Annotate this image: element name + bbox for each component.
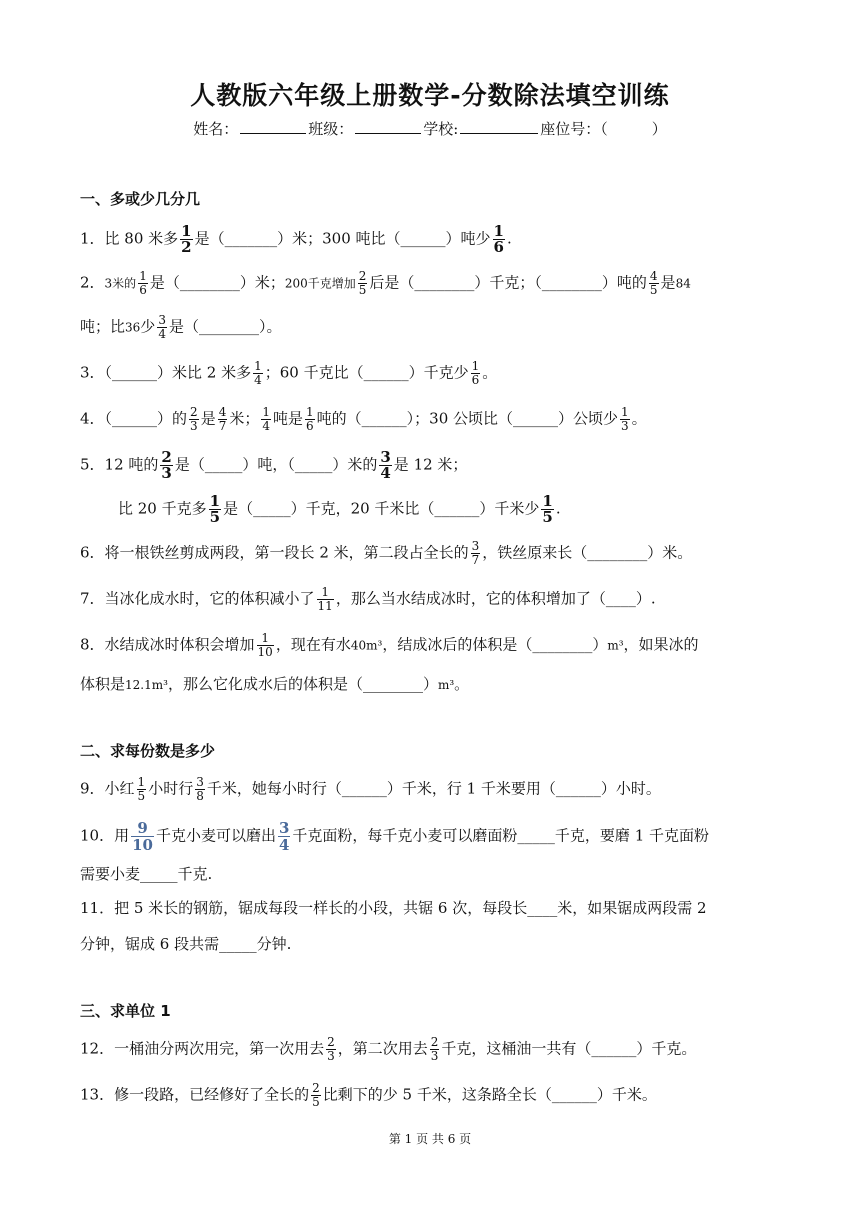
question-11-cont	[80, 932, 291, 956]
fraction: $\frac{1}{6}$	[471, 359, 480, 387]
question-5	[80, 450, 467, 481]
fraction: $\frac{2}{3}$	[327, 1035, 335, 1063]
fraction: $\frac{3}{4}$	[278, 819, 290, 854]
q5-text-e: 是（_____）千克，20 千米比（______）千米少	[223, 499, 540, 518]
fraction: $\frac{1}{5}$	[137, 775, 146, 803]
q9-text-b: 小时行	[148, 779, 194, 798]
fraction: $\frac{1}{6}$	[139, 269, 147, 297]
fraction: $\frac{2}{5}$	[358, 269, 367, 297]
question-8-cont	[80, 672, 469, 697]
question-7	[80, 586, 656, 613]
question-11	[80, 896, 707, 920]
question-10-cont	[80, 862, 212, 886]
q4-text-c: 米；	[229, 409, 260, 428]
q7-text-b: ，那么当水结成冰时，它的体积增加了（____）.	[335, 589, 656, 608]
fraction: $\frac{1}{2}$	[181, 222, 192, 256]
fraction: $\frac{4}{7}$	[218, 405, 227, 433]
fraction: $\frac{1}{6}$	[493, 222, 504, 256]
q9-text-a: 9．小红	[80, 779, 135, 798]
question-4	[80, 406, 647, 433]
question-8	[80, 632, 699, 659]
q10-text-a: 10．用	[80, 826, 130, 845]
q13-text-b: 比剩下的少 5 千米，这条路全长（______）千米。	[322, 1085, 657, 1104]
fraction: $\frac{1}{10}$	[257, 631, 273, 659]
fraction: $\frac{9}{10}$	[132, 819, 153, 854]
name-blank[interactable]	[240, 119, 306, 134]
fraction: $\frac{1}{5}$	[209, 492, 221, 526]
q8-text-a: 8．水结成冰时体积会增加	[80, 635, 255, 654]
section-heading-3: 三、求单位 1	[80, 1002, 171, 1020]
q2-number: 2．	[80, 273, 105, 292]
student-info-line	[0, 118, 860, 139]
q5-text-b: 是（_____）吨，（_____）米的	[174, 455, 378, 474]
question-2-cont	[80, 314, 281, 341]
fraction: $\frac{3}{4}$	[158, 313, 166, 341]
fraction: $\frac{4}{5}$	[649, 269, 658, 297]
q8-text-b: ，现在有水	[275, 635, 351, 654]
fraction: $\frac{1}{4}$	[254, 359, 262, 387]
page-title: 人教版六年级上册数学-分数除法填空训练	[190, 81, 670, 110]
q2-text-i: 36	[125, 320, 141, 335]
q5-text-a: 5．12 吨的	[80, 455, 159, 474]
q4-text-b: 是	[200, 409, 216, 428]
name-label: 姓名：	[193, 120, 239, 138]
q2-text-c: 是（________）米；	[149, 273, 285, 292]
q8-text-j: m³	[437, 678, 455, 692]
q12-text-c: 千克，这桶油一共有（______）千克。	[441, 1039, 697, 1058]
q3-text-a: 3．（______）米比 2 米多	[80, 363, 252, 382]
q8-text-i: ，那么它化成水后的体积是（________）	[167, 675, 438, 693]
q2-text-j: 少	[140, 317, 156, 336]
question-13	[80, 1082, 657, 1109]
section-heading-1: 一、多或少几分几	[80, 190, 201, 208]
fraction: $\frac{1}{5}$	[542, 492, 553, 526]
q13-text-a: 13．修一段路，已经修好了全长的	[80, 1085, 310, 1104]
page-footer: 第 1 页 共 6 页	[388, 1132, 472, 1146]
fraction: $\frac{2}{3}$	[430, 1035, 439, 1063]
fraction: $\frac{1}{4}$	[262, 405, 270, 433]
question-6	[80, 540, 692, 567]
fraction: $\frac{2}{3}$	[190, 405, 198, 433]
question-1	[80, 224, 512, 255]
q9-text-c: 千米，她每小时行（______）千米，行 1 千米要用（______）小时。	[206, 779, 661, 798]
q2-text-d: 200千克增加	[284, 276, 356, 291]
q4-text-f: 。	[631, 409, 647, 428]
q5-text-d: 比 20 千克多	[118, 499, 207, 518]
fraction: $\frac{2}{3}$	[161, 448, 172, 482]
q11-text-b: 分钟，锯成 6 段共需_____分钟.	[80, 935, 292, 953]
q12-text-a: 12．一桶油分两次用完，第一次用去	[80, 1039, 325, 1058]
q3-text-c: 。	[482, 363, 498, 382]
q1-text-a: 1．比 80 米多	[80, 229, 179, 248]
fraction: $\frac{1}{6}$	[306, 405, 314, 433]
q8-text-c: 40m³	[350, 638, 383, 653]
fraction: $\frac{2}{5}$	[312, 1081, 320, 1109]
q5-text-c: 是 12 米；	[393, 455, 468, 474]
fraction: $\frac{3}{4}$	[380, 448, 391, 482]
q8-text-h: 12.1m³	[125, 678, 168, 692]
class-blank[interactable]	[355, 119, 421, 134]
class-label: 班级：	[308, 120, 354, 138]
q2-text-g: 84	[675, 276, 691, 291]
q4-text-e: 吨的（______）；30 公顷比（______）公顷少	[316, 409, 619, 428]
q6-text-b: ，铁丝原来长（________）米。	[482, 543, 693, 562]
q11-text-a: 11．把 5 米长的钢筋，锯成每段一样长的小段，共锯 6 次，每段长____米，如果锯成两段需 2	[80, 899, 707, 917]
q4-text-d: 吨是	[273, 409, 304, 428]
q2-text-k: 是（________）。	[168, 317, 282, 336]
fraction: $\frac{1}{11}$	[317, 585, 333, 613]
question-12	[80, 1036, 696, 1063]
q8-text-k: 。	[454, 675, 470, 693]
q3-text-b: ；60 千克比（______）千克少	[264, 363, 469, 382]
section-heading-2: 二、求每份数是多少	[80, 742, 216, 760]
question-5-cont	[118, 494, 561, 525]
q8-text-d: ，结成冰后的体积是（________）	[382, 635, 608, 654]
question-10	[80, 820, 709, 853]
seat-label: 座位号：（	[540, 120, 608, 138]
question-2	[80, 270, 691, 297]
q10-text-b: 千克小麦可以磨出	[155, 826, 276, 845]
q8-text-f: ，如果冰的	[623, 635, 699, 654]
q1-text-c: .	[506, 229, 512, 248]
school-label: 学校:	[423, 120, 459, 138]
q2-text-b: 3米的	[104, 276, 137, 291]
q8-text-g: 体积是	[80, 675, 126, 693]
fraction: $\frac{1}{3}$	[621, 405, 629, 433]
q2-text-e: 后是（________）千克；（________）吨的	[369, 273, 647, 292]
q6-text-a: 6．将一根铁丝剪成两段，第一段长 2 米，第二段占全长的	[80, 543, 469, 562]
question-3	[80, 360, 497, 387]
q8-text-e: m³	[607, 638, 624, 653]
q2-text-f: 是	[660, 273, 676, 292]
q10-text-d: 需要小麦_____千克.	[80, 865, 213, 883]
seat-label-end: ）	[651, 120, 667, 138]
question-9	[80, 776, 661, 803]
q4-text-a: 4．（______）的	[80, 409, 188, 428]
q7-text-a: 7．当冰化成水时，它的体积减小了	[80, 589, 315, 608]
q1-text-b: 是（_______）米；300 吨比（______）吨少	[194, 229, 491, 248]
q10-text-c: 千克面粉，每千克小麦可以磨面粉_____千克，要磨 1 千克面粉	[292, 826, 710, 845]
fraction: $\frac{3}{7}$	[471, 539, 480, 567]
q5-text-f: .	[555, 499, 561, 518]
school-blank[interactable]	[460, 119, 538, 134]
q12-text-b: ，第二次用去	[337, 1039, 428, 1058]
q2-text-h: 吨；比	[80, 317, 126, 336]
fraction: $\frac{3}{8}$	[196, 775, 204, 803]
